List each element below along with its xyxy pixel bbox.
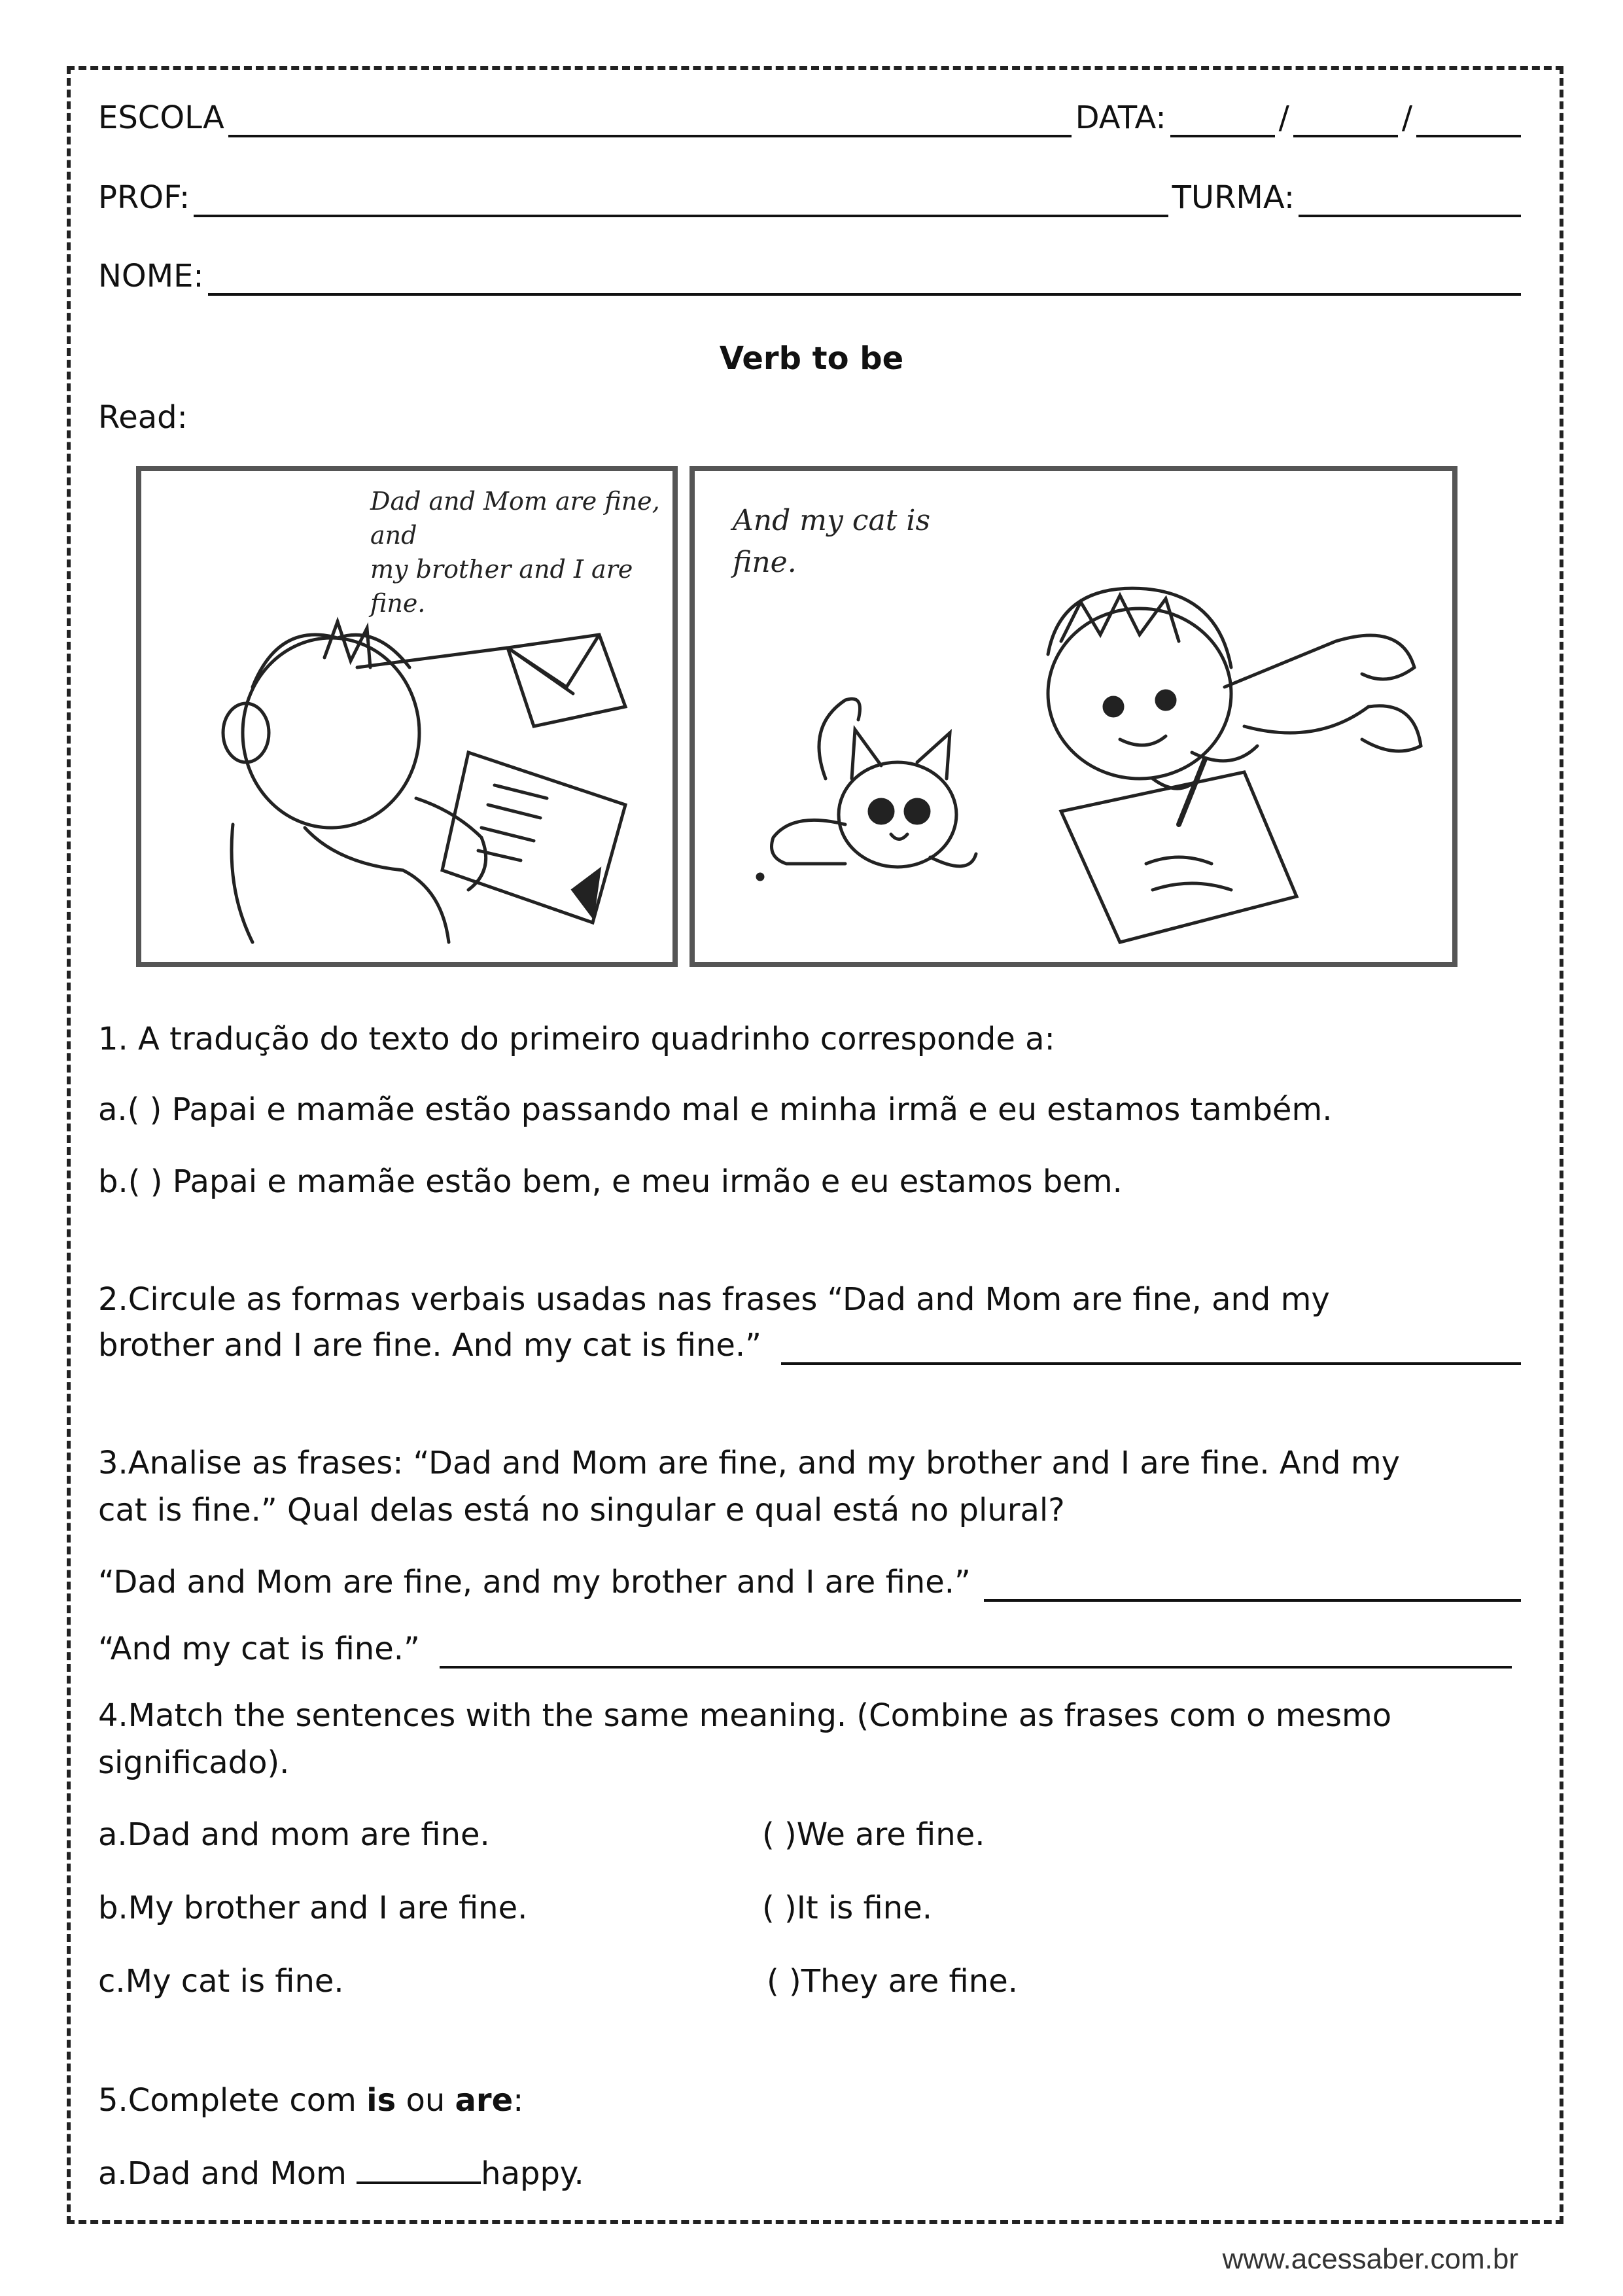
panel1-caption-line: Dad and Mom are fine, and (370, 487, 660, 550)
q1-text: 1. A tradução do texto do primeiro quadrinho corresponde a: (98, 1021, 1055, 1057)
footer-url[interactable]: www.acessaber.com.br (1222, 2243, 1518, 2275)
q4-left-b: b.My brother and I are fine. (98, 1890, 528, 1926)
q1-option-b[interactable]: b.( ) Papai e mamãe estão bem, e meu irmão e eu estamos bem. (98, 1163, 1123, 1200)
page-title: Verb to be (719, 340, 904, 377)
q3-answer-2-blank[interactable] (440, 1637, 1512, 1669)
q4-right-c[interactable]: ( )They are fine. (767, 1963, 1018, 2000)
q5-instruction (98, 2081, 1525, 2120)
panel1-caption-line: my brother and I are fine. (370, 555, 633, 618)
q3-answer-2-label: “And my cat is fine.” (98, 1631, 420, 1667)
q3-line-2: cat is fine.” Qual delas está no singular e qual está no plural? (98, 1492, 1065, 1528)
comic-panel-2 (689, 466, 1457, 967)
nome-row (98, 256, 1525, 296)
escola-label: ESCOLA (98, 99, 224, 136)
q3-answer-1-label: “Dad and Mom are fine, and my brother and I are fine.” (98, 1564, 971, 1600)
panel2-caption-line: fine. (733, 546, 797, 579)
turma-label: TURMA: (1172, 179, 1295, 216)
nome-blank[interactable] (208, 264, 1521, 296)
q5-suffix: : (513, 2082, 524, 2119)
data-month-blank[interactable] (1293, 106, 1398, 137)
escola-blank[interactable] (228, 106, 1072, 137)
q4-left-c: c.My cat is fine. (98, 1963, 344, 2000)
q4-row-c (98, 1962, 1525, 2001)
q5-word-is: is (366, 2082, 396, 2119)
q5-item-a-suffix: happy. (481, 2155, 584, 2192)
nome-label: NOME: (98, 258, 204, 294)
q5-item-a (98, 2153, 1525, 2193)
q2-answer-blank[interactable] (781, 1333, 1521, 1365)
read-label: Read: (98, 399, 188, 436)
q4-line-2: significado). (98, 1744, 290, 1781)
prof-row (98, 178, 1525, 217)
data-label: DATA: (1075, 99, 1166, 136)
data-day-blank[interactable] (1170, 106, 1275, 137)
q4-left-a: a.Dad and mom are fine. (98, 1816, 490, 1853)
q5-item-a-blank[interactable] (357, 2153, 481, 2184)
data-year-blank[interactable] (1416, 106, 1521, 137)
q5-middle: ou (396, 2082, 455, 2119)
date-slash: / (1401, 99, 1412, 136)
q4-right-b[interactable]: ( )It is fine. (762, 1890, 932, 1926)
panel2-caption-line: And my cat is (733, 504, 931, 537)
prof-label: PROF: (98, 179, 190, 216)
q5-item-a-prefix: a.Dad and Mom (98, 2155, 357, 2192)
q2-line-1: 2.Circule as formas verbais usadas nas frases “Dad and Mom are fine, and my (98, 1281, 1330, 1318)
boy-writing-letter-illustration (141, 471, 672, 962)
q3-line-1: 3.Analise as frases: “Dad and Mom are fine, and my brother and I are fine. And my (98, 1445, 1401, 1481)
escola-row (98, 98, 1525, 137)
q3-answer-2-row (98, 1629, 1525, 1669)
boy-and-cat-illustration (695, 471, 1452, 962)
q2-line-2: brother and I are fine. And my cat is fine.” (98, 1327, 762, 1364)
q4-line-1: 4.Match the sentences with the same meaning. (Combine as frases com o mesmo (98, 1697, 1392, 1734)
q5-word-are: are (455, 2082, 514, 2119)
q3-answer-1-blank[interactable] (984, 1570, 1521, 1602)
q2-line-2-row (98, 1326, 1525, 1365)
q3-answer-1-row (98, 1563, 1525, 1602)
prof-blank[interactable] (194, 186, 1168, 217)
date-slash: / (1278, 99, 1289, 136)
q5-prefix: 5.Complete com (98, 2082, 367, 2119)
q4-row-b (98, 1888, 1525, 1928)
q4-row-a (98, 1815, 1525, 1854)
turma-blank[interactable] (1299, 186, 1521, 217)
q1-option-a[interactable]: a.( ) Papai e mamãe estão passando mal e minha irmã e eu estamos também. (98, 1091, 1333, 1128)
q4-right-a[interactable]: ( )We are fine. (762, 1816, 985, 1853)
comic-panel-1 (136, 466, 678, 967)
